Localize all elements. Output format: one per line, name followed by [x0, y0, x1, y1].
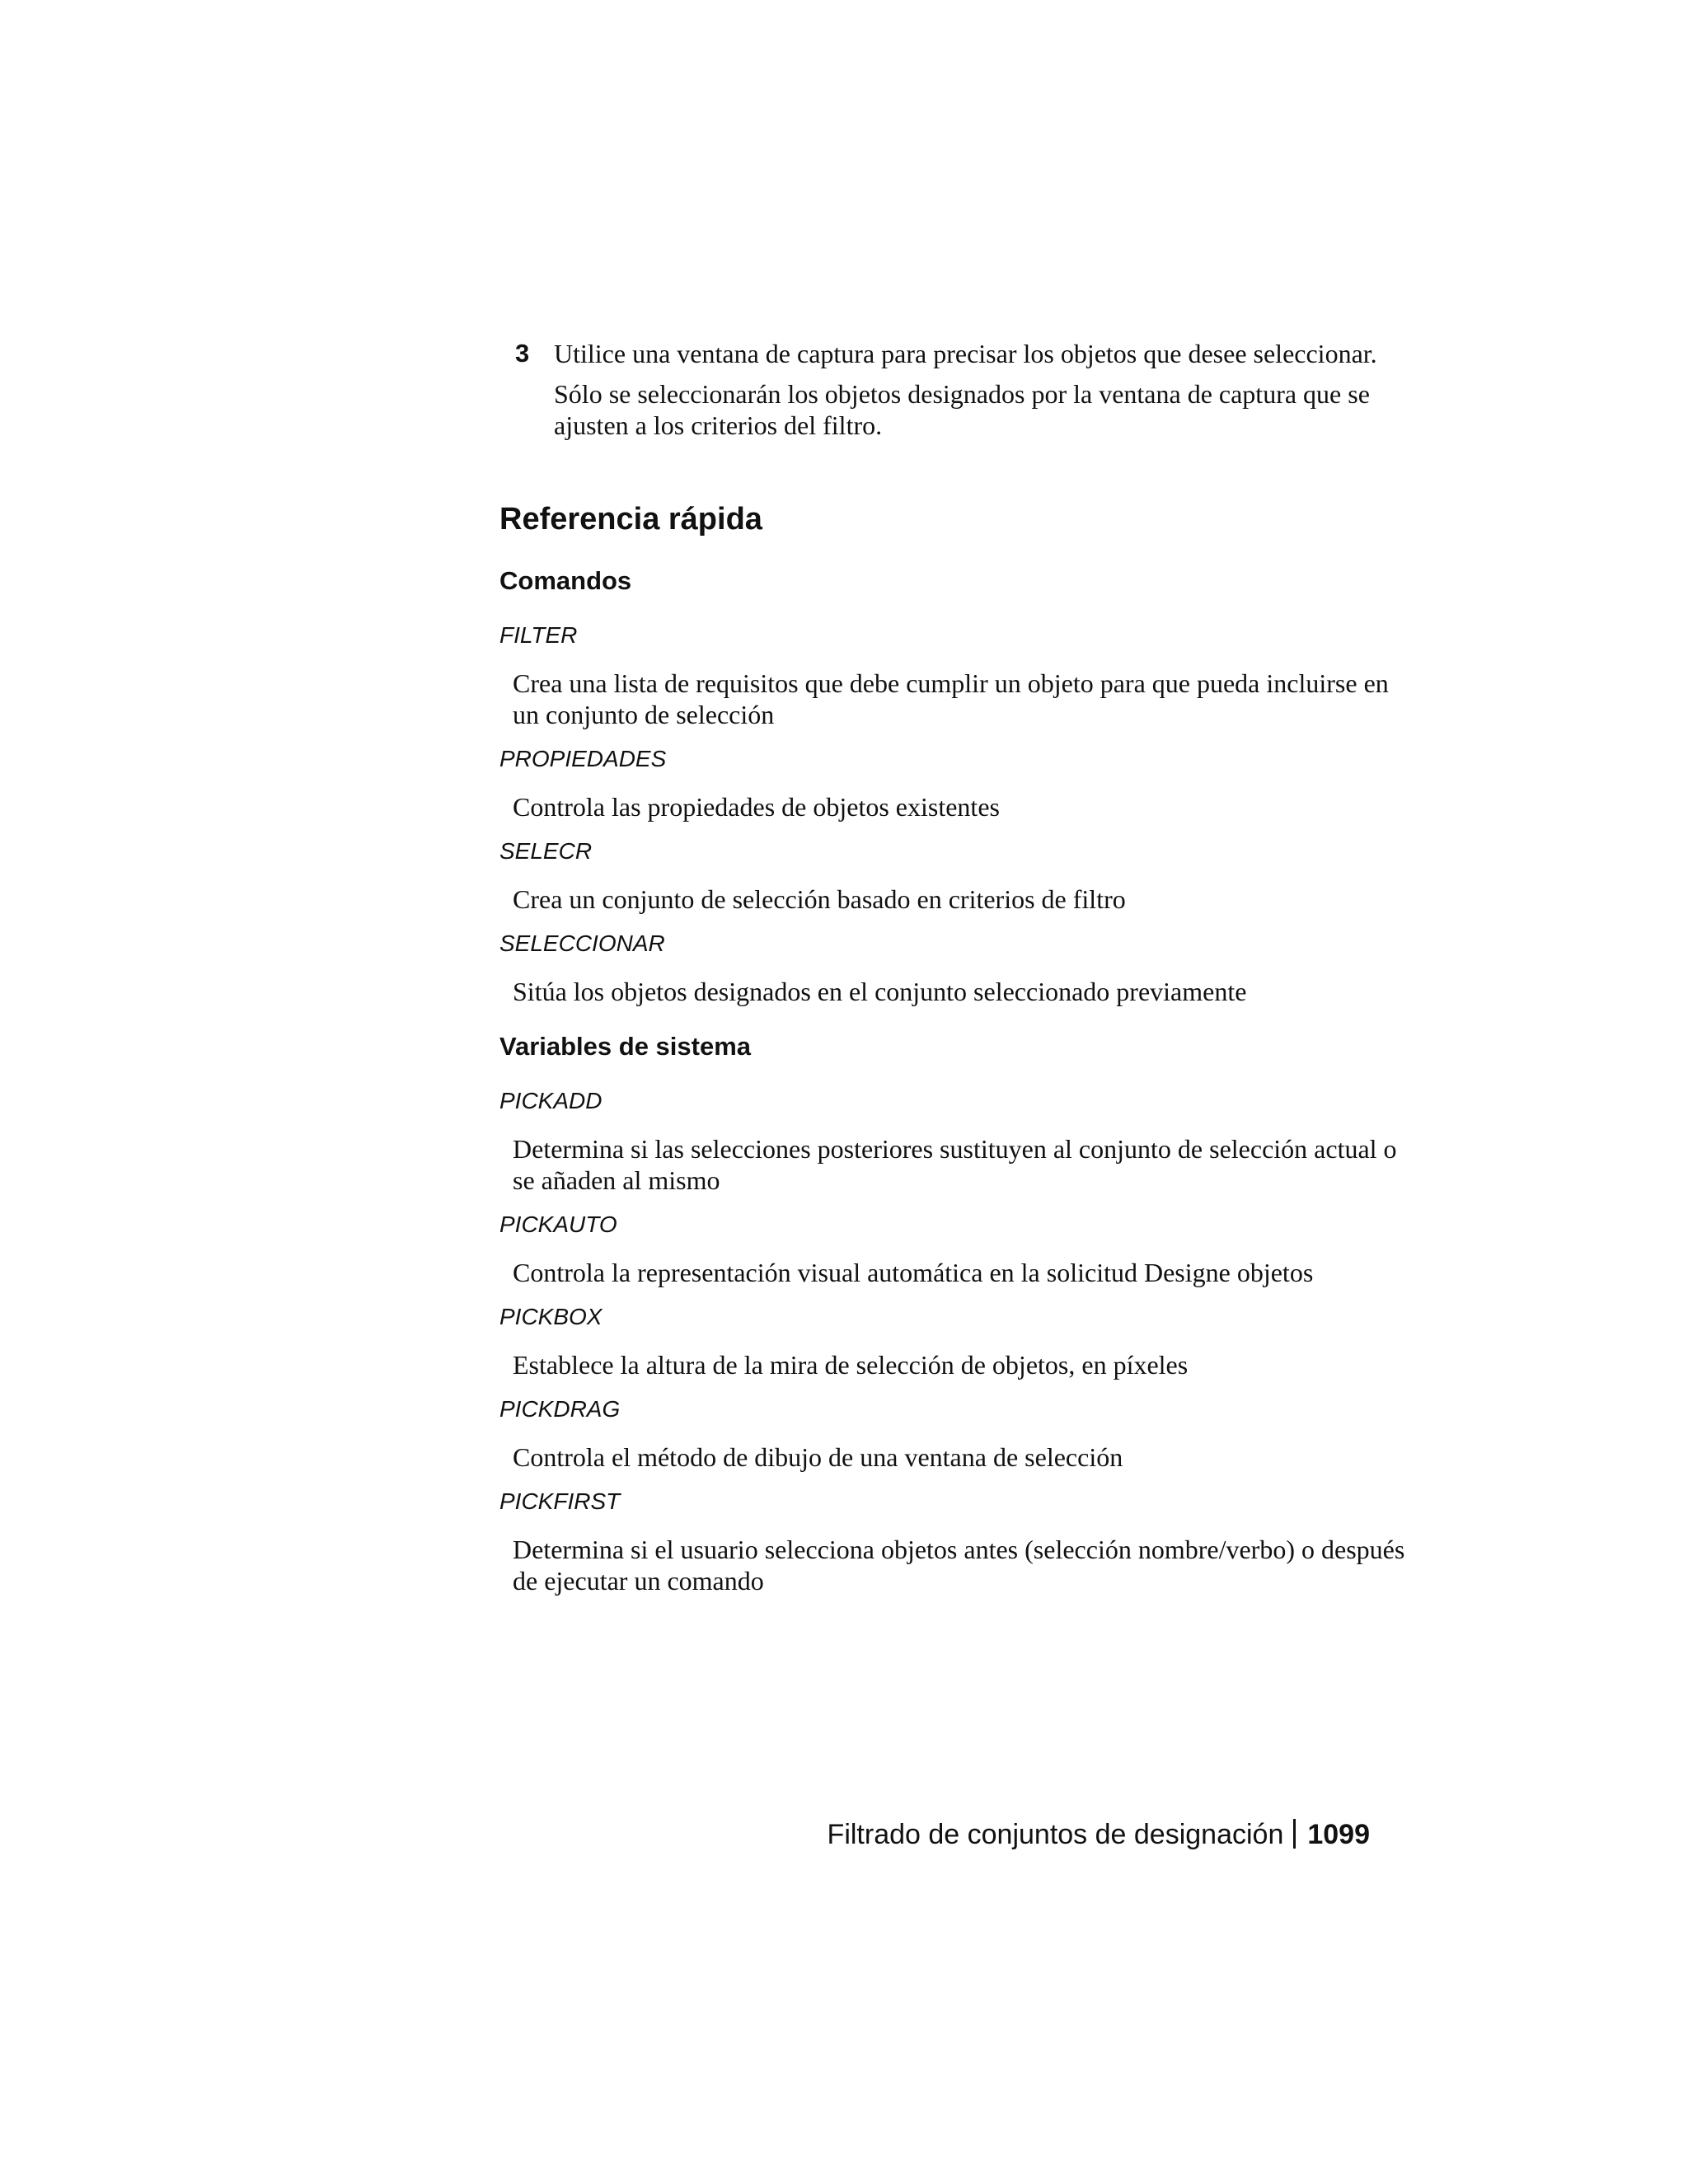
variable-entry	[499, 1487, 1406, 1596]
variable-term: PICKDRAG	[499, 1396, 621, 1422]
section-title: Referencia rápida	[499, 502, 762, 537]
page-content	[499, 338, 1406, 1610]
variable-entry	[499, 1394, 1406, 1473]
page-number: 1099	[1307, 1819, 1370, 1850]
procedure-step	[499, 338, 1406, 441]
variable-entry	[499, 1086, 1406, 1196]
command-entry	[499, 744, 1406, 823]
command-description: Crea un conjunto de selección basado en criterios de filtro	[513, 884, 1126, 914]
variable-term: PICKADD	[499, 1088, 603, 1113]
variable-entry	[499, 1302, 1406, 1380]
footer-divider	[1293, 1819, 1296, 1849]
command-term: SELECCIONAR	[499, 930, 665, 956]
variable-description: Controla el método de dibujo de una ventana de selección	[513, 1442, 1123, 1472]
variable-description: Establece la altura de la mira de selección de objetos, en píxeles	[513, 1350, 1189, 1380]
command-term: FILTER	[499, 622, 578, 648]
command-description: Crea una lista de requisitos que debe cumplir un objeto para que pueda incluirse en un conjunto de selección	[513, 668, 1389, 729]
command-entry	[499, 837, 1406, 915]
step-number: 3	[515, 339, 530, 368]
system-variables-list	[499, 1086, 1406, 1596]
variable-description: Determina si el usuario selecciona objetos antes (selección nombre/verbo) o después de ejecutar un comando	[513, 1535, 1405, 1596]
command-description: Sitúa los objetos designados en el conjunto seleccionado previamente	[513, 977, 1247, 1006]
step-note: Sólo se seleccionarán los objetos designados por la ventana de captura que se ajusten a los criterios del filtro.	[554, 379, 1370, 440]
command-entry	[499, 621, 1406, 730]
step-text: Utilice una ventana de captura para precisar los objetos que desee seleccionar.	[554, 339, 1377, 368]
command-entry	[499, 929, 1406, 1007]
variable-term: PICKBOX	[499, 1304, 603, 1329]
commands-heading: Comandos	[499, 566, 632, 595]
variable-term: PICKFIRST	[499, 1488, 621, 1514]
variable-term: PICKAUTO	[499, 1212, 617, 1237]
variable-description: Determina si las selecciones posteriores sustituyen al conjunto de selección actual o se añaden al mismo	[513, 1134, 1397, 1195]
commands-list	[499, 621, 1406, 1007]
command-term: SELECR	[499, 838, 593, 864]
system-variables-heading: Variables de sistema	[499, 1032, 752, 1061]
variable-description: Controla la representación visual automática en la solicitud Designe objetos	[513, 1258, 1314, 1287]
page-footer	[499, 1817, 1370, 1852]
variable-entry	[499, 1210, 1406, 1288]
footer-chapter-title: Filtrado de conjuntos de designación	[827, 1819, 1284, 1850]
command-term: PROPIEDADES	[499, 746, 667, 771]
command-description: Controla las propiedades de objetos existentes	[513, 792, 1000, 822]
